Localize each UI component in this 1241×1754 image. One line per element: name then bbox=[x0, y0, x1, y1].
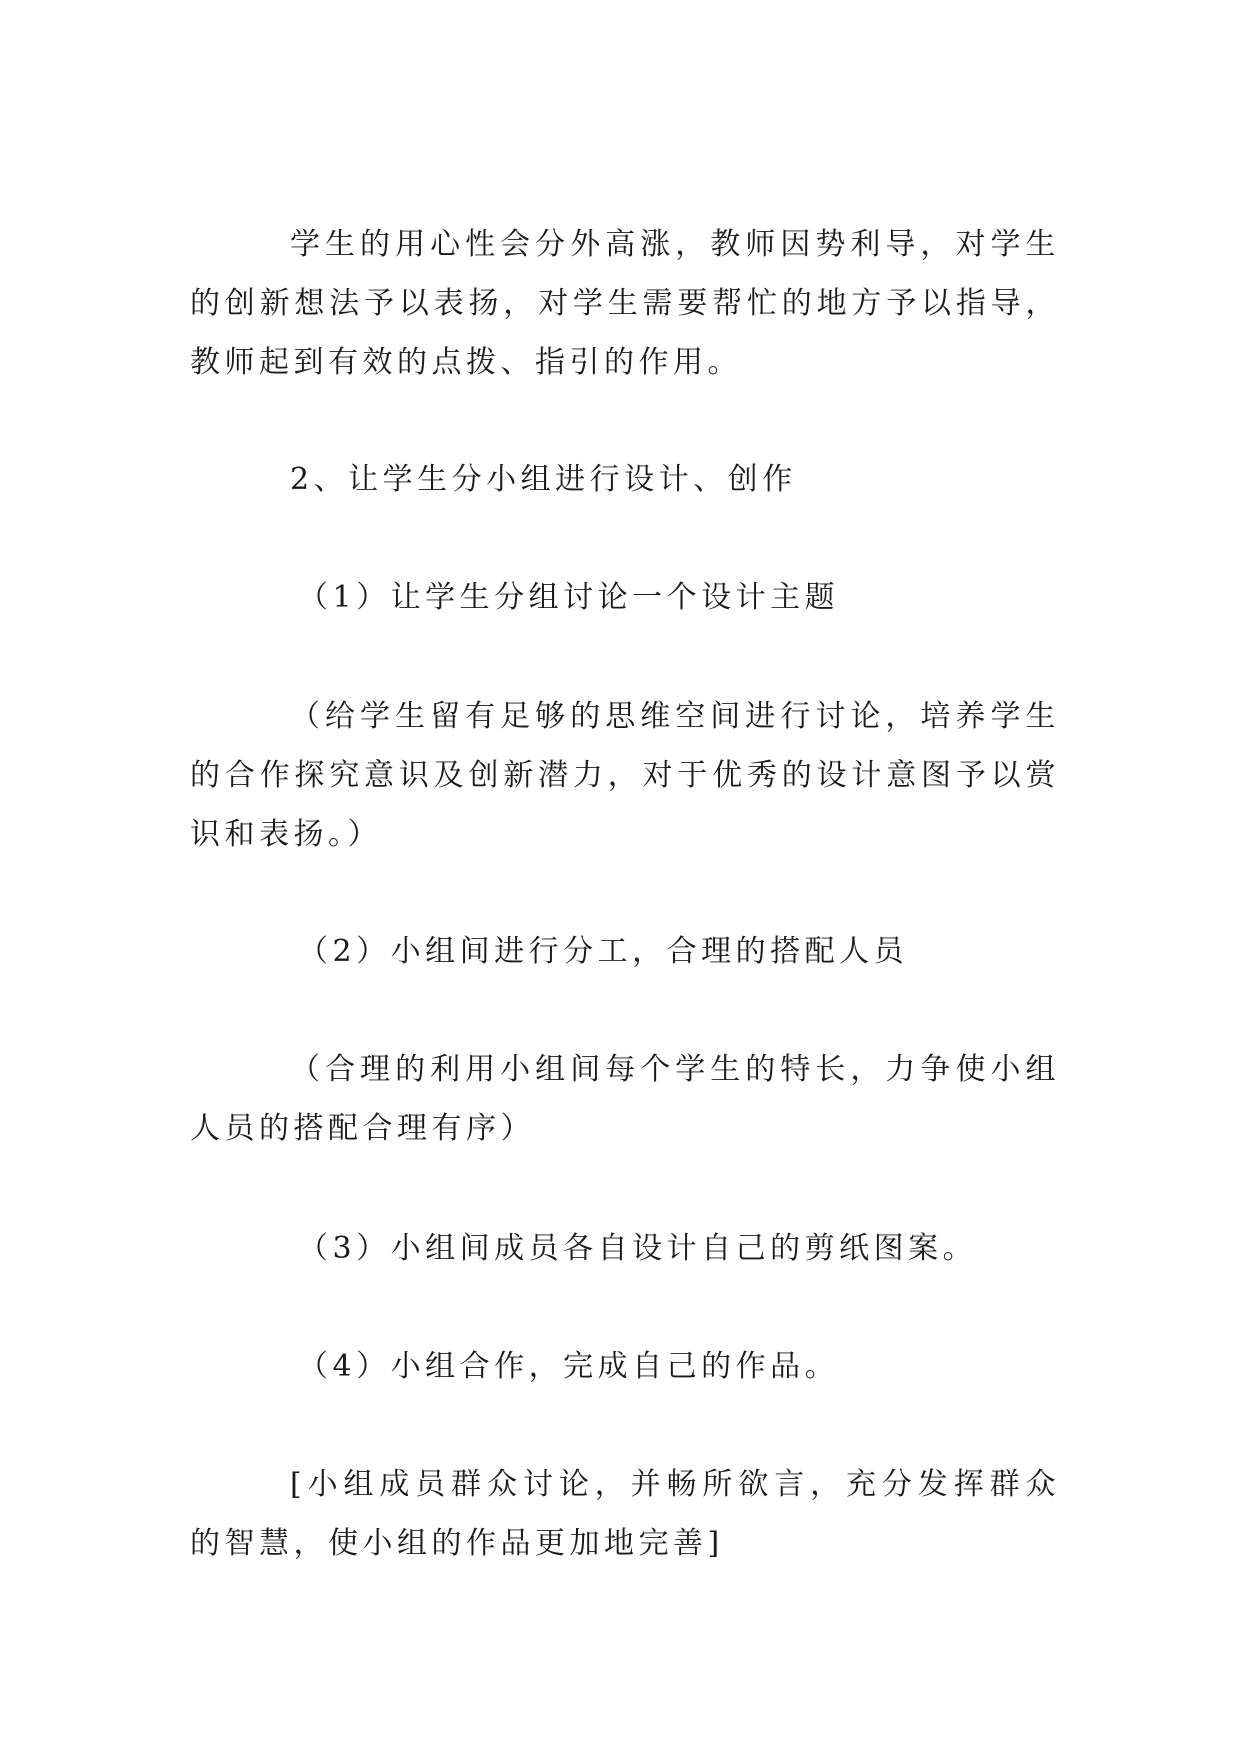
note-1-discussion-space: （给学生留有足够的思维空间进行讨论，培养学生的合作探究意识及创新潜力，对于优秀的设计意图予以赏识和表扬。） bbox=[190, 699, 1060, 852]
heading-step-2: 2、让学生分小组进行设计、创作 bbox=[290, 462, 797, 497]
item-4-group-work: （4）小组合作，完成自己的作品。 bbox=[298, 1349, 840, 1384]
item-3-individual-design: （3）小组间成员各自设计自己的剪纸图案。 bbox=[298, 1231, 978, 1266]
note-group-discussion: [小组成员群众讨论，并畅所欲言，充分发挥群众的智慧，使小组的作品更加地完善] bbox=[190, 1467, 1060, 1561]
item-2-division-of-labor: （2）小组间进行分工，合理的搭配人员 bbox=[298, 934, 909, 969]
item-1-discuss-topic: （1）让学生分组讨论一个设计主题 bbox=[298, 580, 840, 615]
note-2-member-strengths: （合理的利用小组间每个学生的特长，力争使小组人员的搭配合理有序） bbox=[190, 1052, 1060, 1146]
paragraph-intro: 学生的用心性会分外高涨，教师因势利导，对学生的创新想法予以表扬，对学生需要帮忙的地方予以指导，教师起到有效的点拨、指引的作用。 bbox=[190, 227, 1060, 380]
